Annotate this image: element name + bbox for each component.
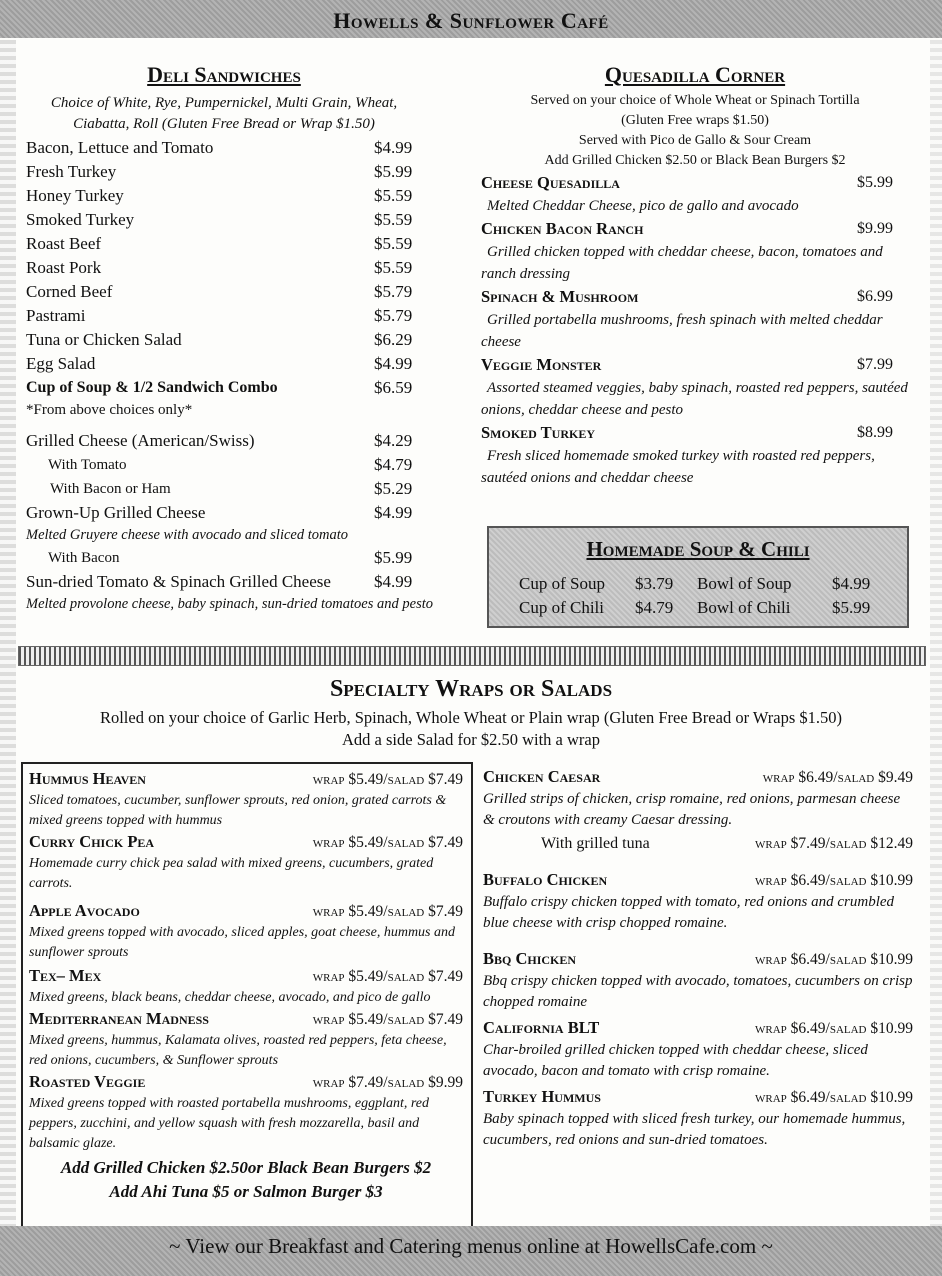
grilled-item: Grilled Cheese (American/Swiss) $4.29 [26, 431, 413, 450]
wrap-item: Bbq Chicken wrap $6.49/salad $10.99 Bbq crispy chicken topped with avocado, tomatoes, cucumbers on crisp chopped romaine [483, 949, 913, 1010]
wraps-intro-side: Add a side Salad for $2.50 with a wrap [342, 730, 600, 749]
soup-label: Bowl of Chili [697, 598, 791, 617]
footer-website-note: ~ View our Breakfast and Catering menus online at HowellsCafe.com ~ [169, 1234, 773, 1258]
deli-item: Tuna or Chicken Salad $6.29 [26, 330, 413, 349]
wrap-item: Tex– Mex wrap $5.49/salad $7.49 Mixed greens, black beans, cheddar cheese, avocado, and pico de gallo [29, 966, 463, 1005]
right-edge-texture [930, 40, 942, 1226]
deli-item: Smoked Turkey $5.59 [26, 210, 413, 229]
grilled-item: With Bacon $5.99 [48, 548, 413, 567]
soup-label: Cup of Chili [519, 598, 605, 617]
tuna-option: With grilled tuna wrap $7.49/salad $12.49 [541, 835, 913, 852]
divider-stripe [18, 646, 926, 666]
wrap-item: Hummus Heaven wrap $5.49/salad $7.49 Sliced tomatoes, cucumber, sunflower sprouts, red onion, grated carrots & mixed greens topped with hummus [29, 769, 463, 828]
wrap-item: California BLT wrap $6.49/salad $10.99 Char-broiled grilled chicken topped with cheddar cheese, sliced avocado, bacon and tomato with crisp romaine. [483, 1018, 913, 1079]
addon-tuna-salmon: Add Ahi Tuna $5 or Salmon Burger $3 [109, 1182, 383, 1201]
grilled-item: Grown-Up Grilled Cheese $4.99 [26, 503, 413, 522]
addon-chicken-burger: Add Grilled Chicken $2.50or Black Bean Burgers $2 [60, 1158, 432, 1177]
soup-price: $4.79 [635, 598, 674, 617]
deli-item: Corned Beef $5.79 [26, 282, 413, 301]
quesadilla-title: Quesadilla Corner [604, 62, 786, 87]
wraps-left-box [21, 762, 473, 1228]
soup-title: Homemade Soup & Chili [586, 537, 810, 561]
deli-intro: Choice of White, Rye, Pumpernickel, Multi Grain, Wheat, Ciabatta, Roll (Gluten Free Bread or Wrap $1.50) [50, 95, 398, 132]
soup-label: Bowl of Soup [697, 574, 792, 593]
deli-item: Pastrami $5.79 [26, 306, 413, 325]
quesadilla-notes: Served on your choice of Whole Wheat or Spinach Tortilla (Gluten Free wraps $1.50) Served with Pico de Gallo & Sour Cream Add Grilled Chicken $2.50 or Black Bean Burgers $2 [530, 93, 860, 168]
quesadilla-item: Smoked Turkey $8.99 Fresh sliced homemade smoked turkey with roasted red peppers, sautéed onions and cheddar cheese [481, 423, 893, 486]
deli-item: Bacon, Lettuce and Tomato $4.99 [26, 138, 413, 157]
combo-note: *From above choices only* [26, 402, 193, 418]
wraps-right-column [483, 766, 913, 1151]
wrap-item: Curry Chick Pea wrap $5.49/salad $7.49 Homemade curry chick pea salad with mixed greens, cucumbers, grated carrots. [29, 832, 463, 891]
quesadilla-section [481, 62, 909, 489]
soup-chili-box [487, 526, 909, 628]
deli-section [26, 62, 433, 615]
wraps-intro: Rolled on your choice of Garlic Herb, Spinach, Whole Wheat or Plain wrap (Gluten Free Bread or Wraps $1.50) [99, 708, 843, 727]
deli-list [26, 136, 433, 615]
grownup-desc: Melted Gruyere cheese with avocado and sliced tomato [26, 527, 348, 543]
wrap-item: Mediterranean Madness wrap $5.49/salad $7.49 Mixed greens, hummus, Kalamata olives, roasted red peppers, feta cheese, red onions, cucumbers, & Sunflower sprouts [29, 1009, 463, 1068]
soup-price: $3.79 [635, 574, 674, 593]
soup-price-grid [519, 572, 892, 620]
wrap-item: Chicken Caesar wrap $6.49/salad $9.49 Grilled strips of chicken, crisp romaine, red onions, parmesan cheese & croutons with creamy Caesar dressing. [483, 767, 913, 828]
quesadilla-item: Cheese Quesadilla $5.99 Melted Cheddar Cheese, pico de gallo and avocado [481, 173, 893, 214]
quesadilla-item: Chicken Bacon Ranch $9.99 Grilled chicken topped with cheddar cheese, bacon, tomatoes and ranch dressing [481, 219, 893, 282]
combo-item: Cup of Soup & 1/2 Sandwich Combo $6.59 [26, 378, 413, 397]
quesadilla-item: Spinach & Mushroom $6.99 Grilled portabella mushrooms, fresh spinach with melted cheddar cheese [481, 287, 893, 350]
deli-item: Roast Pork $5.59 [26, 258, 413, 277]
wrap-item: Apple Avocado wrap $5.49/salad $7.49 Mixed greens topped with avocado, sliced apples, goat cheese, hummus and sunflower sprouts [29, 901, 463, 960]
wrap-item: Turkey Hummus wrap $6.49/salad $10.99 Baby spinach topped with sliced fresh turkey, our homemade hummus, cucumbers, red onions and sun-dried tomatoes. [483, 1087, 913, 1148]
wrap-item: Buffalo Chicken wrap $6.49/salad $10.99 Buffalo crispy chicken topped with tomato, red onions and crumbled blue cheese with crisp chopped romaine. [483, 870, 913, 931]
cafe-title: Howells & Sunflower Café [333, 8, 609, 33]
grilled-item: With Tomato $4.79 [48, 455, 413, 474]
grilled-item: With Bacon or Ham $5.29 [50, 479, 413, 498]
deli-item: Egg Salad $4.99 [26, 354, 413, 373]
soup-price: $5.99 [832, 598, 871, 617]
deli-item: Honey Turkey $5.59 [26, 186, 413, 205]
wrap-item: Roasted Veggie wrap $7.49/salad $9.99 Mixed greens topped with roasted portabella mushrooms, eggplant, red peppers, zucchini, and yellow squash with fresh mozzarella, basil and balsamic glaze. [29, 1072, 463, 1151]
soup-label: Cup of Soup [519, 574, 605, 593]
quesadilla-item: Veggie Monster $7.99 Assorted steamed veggies, baby spinach, roasted red peppers, sautéed onions, cheddar cheese and pesto [481, 355, 908, 418]
sundried-desc: Melted provolone cheese, baby spinach, sun-dried tomatoes and pesto [26, 596, 433, 612]
left-edge-texture [0, 40, 16, 1226]
sundried-item: Sun-dried Tomato & Spinach Grilled Cheese $4.99 [26, 572, 413, 591]
soup-price: $4.99 [832, 574, 871, 593]
deli-item: Roast Beef $5.59 [26, 234, 413, 253]
deli-title: Deli Sandwiches [147, 62, 301, 87]
wraps-title: Specialty Wraps or Salads [329, 676, 613, 702]
deli-item: Fresh Turkey $5.99 [26, 162, 413, 181]
wraps-heading [20, 676, 922, 751]
